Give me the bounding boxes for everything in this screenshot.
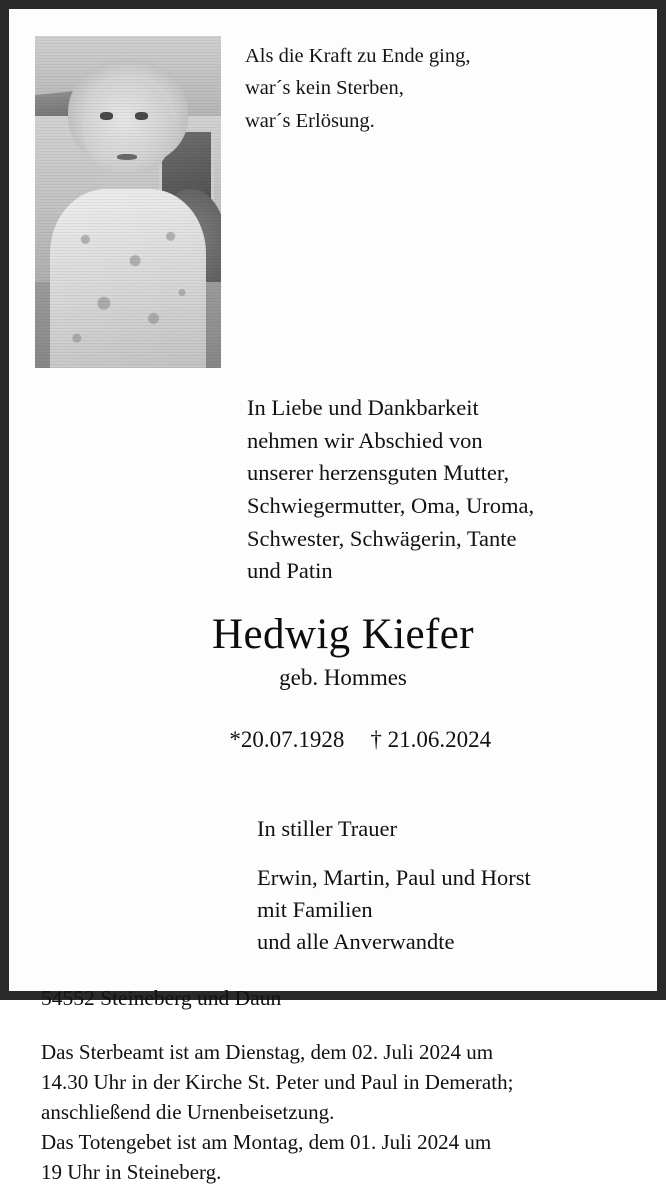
intro-line-4: Schwiegermutter, Oma, Uroma, [247, 492, 535, 518]
intro-line-1: In Liebe und Dankbarkeit [247, 395, 479, 420]
service-note-line-3: anschließend die Urnenbeisetzung. [41, 1099, 335, 1124]
deceased-name: Hedwig Kiefer [212, 610, 474, 658]
intro-line-2: nehmen wir Abschied von [247, 427, 483, 453]
intro-line-3: unserer herzensguten Mutter, [247, 460, 510, 486]
intro-line-6: und Patin [247, 558, 333, 584]
birth-date: 20.07.1928 [240, 726, 345, 752]
mourning-lead: In stiller Trauer [257, 815, 397, 841]
maiden-name: geb. Hommes [279, 664, 407, 690]
death-symbol: † [370, 726, 382, 752]
photo-grain-overlay [35, 36, 221, 368]
death-date: 21.06.2024 [387, 726, 492, 752]
life-dates [55, 701, 631, 779]
portrait-photo [35, 36, 221, 368]
service-note-line-1: Das Sterbeamt ist am Dienstag, dem 02. Juli 2024 um [41, 1039, 494, 1064]
service-notes [41, 1037, 631, 1187]
verse-line-3: war´s Erlösung. [245, 109, 375, 132]
verse-line-1: Als die Kraft zu Ende ging, [245, 45, 471, 67]
service-note-line-5: 19 Uhr in Steineberg. [41, 1159, 222, 1184]
intro-line-5: Schwester, Schwägerin, Tante [247, 525, 517, 551]
service-note-line-2: 14.30 Uhr in der Kirche St. Peter und Paul in Demerath; [41, 1069, 514, 1094]
place-line: 54552 Steineberg und Daun [41, 985, 282, 1010]
mourner-line-2: mit Familien [257, 896, 373, 922]
obituary-content [9, 9, 657, 1184]
mourner-line-3: und alle Anverwandte [257, 928, 455, 954]
header-row [35, 31, 631, 368]
verse-block [221, 31, 631, 137]
birth-symbol: * [229, 726, 241, 752]
intro-block [247, 392, 631, 588]
mourning-block [257, 813, 631, 958]
mourner-line-1: Erwin, Martin, Paul und Horst [257, 864, 531, 890]
verse-line-2: war´s kein Sterben, [245, 77, 404, 100]
service-note-line-4: Das Totengebet ist am Montag, dem 01. Juli 2024 um [41, 1129, 492, 1154]
